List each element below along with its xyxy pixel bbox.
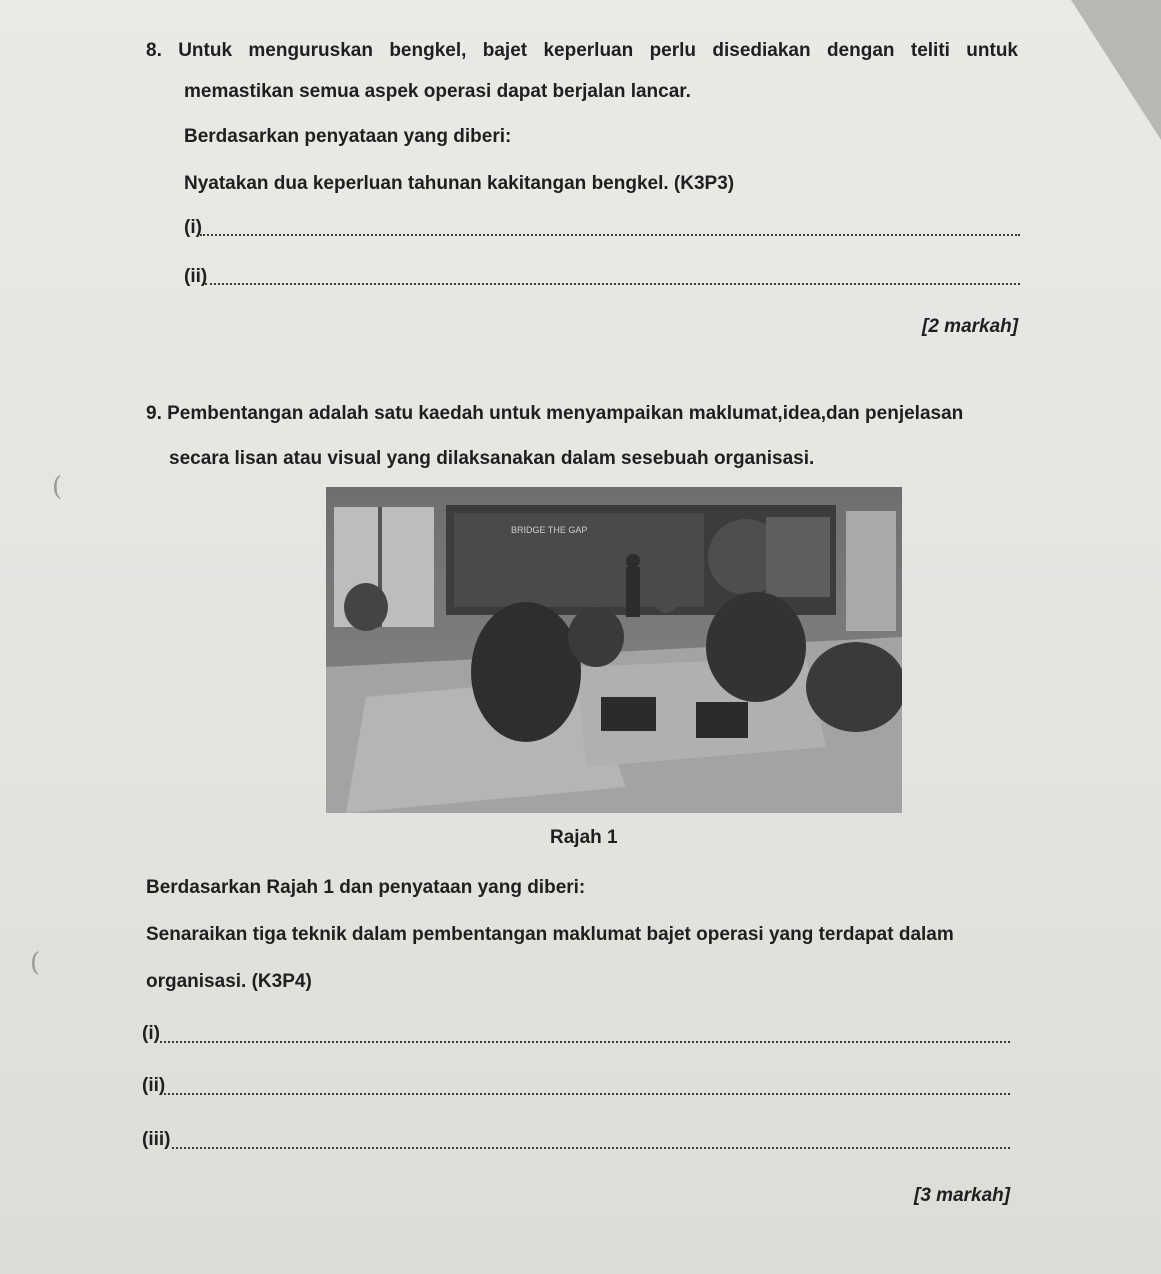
q9-line-5: organisasi. (K3P4) [146, 971, 312, 992]
q9-line-4: Senaraikan tiga teknik dalam pembentangan maklumat bajet operasi yang terdapat dalam [146, 924, 954, 945]
q9-answer-label-3: (iii) [142, 1129, 171, 1150]
q9-answer-line-2[interactable] [164, 1093, 1010, 1095]
page-corner [1071, 0, 1161, 140]
q9-answer-line-3[interactable] [172, 1147, 1010, 1149]
q9-answer-label-1: (i) [142, 1023, 160, 1044]
paper-mark: ( [52, 472, 63, 502]
q8-answer-label-2: (ii) [184, 266, 208, 287]
q8-answer-line-2[interactable] [205, 283, 1020, 285]
q9-marks [914, 1185, 1010, 1207]
q9-answer-line-1[interactable] [160, 1041, 1010, 1043]
q8-answer-line-1[interactable] [200, 234, 1020, 236]
paper-mark-2: ( [30, 948, 41, 978]
q9-marks-text: [3 markah] [914, 1185, 1011, 1206]
classroom-image [326, 487, 902, 813]
q9-line-3: Berdasarkan Rajah 1 dan penyataan yang diberi: [146, 877, 586, 898]
q8-line-1: 8. Untuk menguruskan bengkel, bajet keperluan perlu disediakan dengan teliti untuk [146, 40, 1018, 61]
q8-line-2: memastikan semua aspek operasi dapat berjalan lancar. [184, 81, 691, 102]
q8-marks [922, 316, 1018, 338]
q8-marks-text: [2 markah] [922, 316, 1019, 337]
q8-answer-label-1: (i) [184, 217, 202, 238]
rajah-1-photo [326, 487, 902, 813]
q9-answer-label-2: (ii) [142, 1075, 166, 1096]
q9-line-2: secara lisan atau visual yang dilaksanakan dalam sesebuah organisasi. [169, 448, 815, 469]
q8-line-3: Berdasarkan penyataan yang diberi: [184, 126, 512, 147]
board-text: BRIDGE THE GAP [511, 525, 588, 535]
q8-line-4: Nyatakan dua keperluan tahunan kakitangan bengkel. (K3P3) [184, 173, 735, 194]
rajah-1-caption: Rajah 1 [550, 827, 618, 848]
q9-line-1: 9. Pembentangan adalah satu kaedah untuk menyampaikan maklumat,idea,dan penjelasan [146, 403, 964, 424]
